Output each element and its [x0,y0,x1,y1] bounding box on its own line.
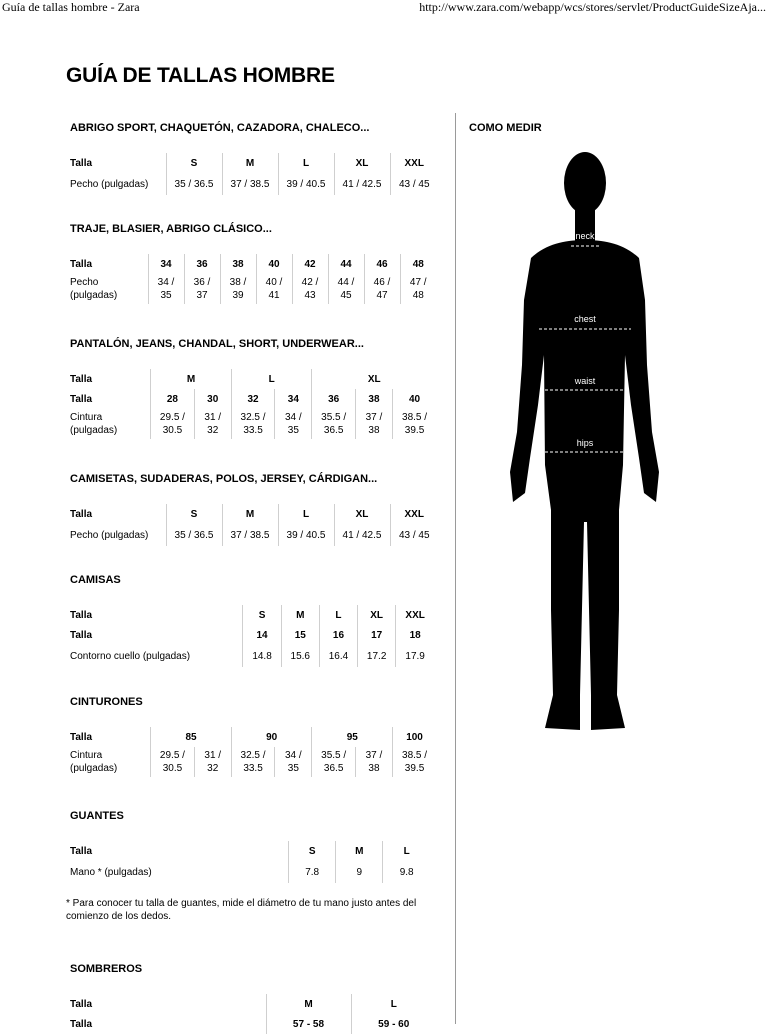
size-cell: XL [334,504,390,524]
value-cell: 36 / 37 [184,274,220,304]
value-cell: 41 / 42.5 [334,524,390,546]
row-label: Talla [70,845,93,857]
size-cell: XXL [390,504,438,524]
size-cell: 28 [151,389,194,409]
size-cell: 57 - 58 [266,1014,351,1034]
browser-header [0,0,768,16]
size-cell: 100 [393,727,436,747]
size-cell: 44 [328,254,364,274]
value-cell: 9 [336,861,383,883]
row-label: Pecho (pulgadas) [70,178,149,190]
size-cell: 18 [396,625,434,645]
value-cell: 46 / 47 [364,274,400,304]
value-cell: 17.2 [358,645,396,667]
value-cell: 35.5 / 36.5 [312,747,355,777]
value-cell: 32.5 / 33.5 [231,747,274,777]
size-cell: 16 [319,625,357,645]
hips-label: hips [576,438,594,448]
size-cell: 46 [364,254,400,274]
value-cell: 29.5 / 30.5 [151,409,194,439]
section-title-guantes: GUANTES [70,810,124,822]
size-cell: 36 [184,254,220,274]
value-cell: 41 / 42.5 [334,173,390,195]
size-table-pantalon [66,369,436,439]
value-cell: 47 / 48 [400,274,436,304]
size-cell: XXL [390,153,438,173]
value-cell: 35 / 36.5 [166,173,222,195]
size-cell: L [278,504,334,524]
value-cell: 38.5 / 39.5 [393,747,436,777]
size-cell: 30 [194,389,231,409]
value-cell: 29.5 / 30.5 [151,747,194,777]
size-cell: 32 [231,389,274,409]
size-cell: XL [358,605,396,625]
size-cell: 59 - 60 [351,1014,436,1034]
size-table-traje [66,254,436,304]
value-cell: 37 / 38.5 [222,173,278,195]
size-table-cinturones [66,727,436,777]
value-cell: 44 / 45 [328,274,364,304]
value-cell: 43 / 45 [390,524,438,546]
row-label: Talla [70,629,93,641]
measure-title: COMO MEDIR [469,122,542,134]
size-cell: 36 [312,389,355,409]
size-cell: S [166,504,222,524]
size-cell: M [222,504,278,524]
section-title-pantalon: PANTALÓN, JEANS, CHANDAL, SHORT, UNDERWEAR... [70,338,364,350]
row-label: Mano * (pulgadas) [70,866,152,878]
row-label: Talla [70,393,93,405]
value-cell: 31 / 32 [194,409,231,439]
value-cell: 34 / 35 [275,409,312,439]
value-cell: 35 / 36.5 [166,524,222,546]
value-cell: 43 / 45 [390,173,438,195]
waist-label: waist [574,376,596,386]
size-table-guantes [66,841,430,883]
tab-title: Guía de tallas hombre - Zara [2,0,140,14]
size-cell: L [351,994,436,1014]
section-title-traje: TRAJE, BLASIER, ABRIGO CLÁSICO... [70,223,272,235]
size-cell: L [278,153,334,173]
value-cell: 37 / 38 [355,409,392,439]
size-cell: 17 [358,625,396,645]
value-cell: 14.8 [243,645,281,667]
body-measurement-figure [507,150,662,740]
value-cell: 38.5 / 39.5 [393,409,436,439]
value-cell: 42 / 43 [292,274,328,304]
size-group-cell: XL [312,369,436,389]
size-cell: M [266,994,351,1014]
value-cell: 34 / 35 [148,274,184,304]
size-group-cell: L [231,369,312,389]
value-cell: 7.8 [289,861,336,883]
size-cell: 40 [256,254,292,274]
value-cell: 9.8 [383,861,430,883]
section-title-sombreros: SOMBREROS [70,963,143,975]
size-cell: S [289,841,336,861]
column-divider [455,113,456,1024]
size-table-camisas [66,605,434,667]
value-cell: 39 / 40.5 [278,524,334,546]
chest-label: chest [574,314,596,324]
size-cell: L [383,841,430,861]
size-cell: 14 [243,625,281,645]
row-label: Talla [70,731,93,743]
size-table-camisetas [66,504,438,546]
size-cell: S [243,605,281,625]
size-cell: S [166,153,222,173]
section-title-cinturones: CINTURONES [70,696,143,708]
size-table-sombreros [66,994,436,1034]
value-cell: 15.6 [281,645,319,667]
value-cell: 17.9 [396,645,434,667]
page-title: GUÍA DE TALLAS HOMBRE [66,64,335,87]
size-cell: M [281,605,319,625]
size-cell: 38 [220,254,256,274]
value-cell: 37 / 38 [355,747,392,777]
value-cell: 40 / 41 [256,274,292,304]
value-cell: 31 / 32 [194,747,231,777]
row-label: Talla [70,258,93,270]
value-cell: 37 / 38.5 [222,524,278,546]
size-cell: 40 [393,389,436,409]
size-cell: M [336,841,383,861]
row-label: Contorno cuello (pulgadas) [70,650,191,662]
size-cell: 42 [292,254,328,274]
size-group-cell: M [151,369,232,389]
row-label: Pecho (pulgadas) [70,277,118,301]
size-cell: 85 [151,727,232,747]
row-label: Talla [70,157,93,169]
section-title-camisas: CAMISAS [70,574,121,586]
row-label: Talla [70,609,93,621]
value-cell: 39 / 40.5 [278,173,334,195]
size-table-abrigo [66,153,438,195]
size-cell: M [222,153,278,173]
size-cell: L [319,605,357,625]
section-title-camisetas: CAMISETAS, SUDADERAS, POLOS, JERSEY, CÁRDIGAN... [70,473,378,485]
row-label: Talla [70,508,93,520]
row-label: Talla [70,998,93,1010]
neck-label: neck [575,231,595,241]
value-cell: 34 / 35 [275,747,312,777]
row-label: Pecho (pulgadas) [70,529,149,541]
size-cell: 15 [281,625,319,645]
row-label: Talla [70,373,93,385]
row-label: Talla [70,1018,93,1030]
section-title-abrigo: ABRIGO SPORT, CHAQUETÓN, CAZADORA, CHALECO... [70,122,370,134]
size-cell: XL [334,153,390,173]
size-cell: 34 [148,254,184,274]
size-cell: 90 [231,727,312,747]
size-cell: 34 [275,389,312,409]
size-cell: XXL [396,605,434,625]
gloves-note: * Para conocer tu talla de guantes, mide el diámetro de tu mano justo antes del comienzo de los dedos. [66,898,417,922]
size-cell: 48 [400,254,436,274]
page-url[interactable]: http://www.zara.com/webapp/wcs/stores/servlet/ProductGuideSizeAja... [419,0,766,14]
row-label: Cintura (pulgadas) [70,412,118,436]
value-cell: 16.4 [319,645,357,667]
value-cell: 32.5 / 33.5 [231,409,274,439]
size-cell: 38 [355,389,392,409]
row-label: Cintura (pulgadas) [70,750,118,774]
value-cell: 35.5 / 36.5 [312,409,355,439]
size-cell: 95 [312,727,393,747]
value-cell: 38 / 39 [220,274,256,304]
